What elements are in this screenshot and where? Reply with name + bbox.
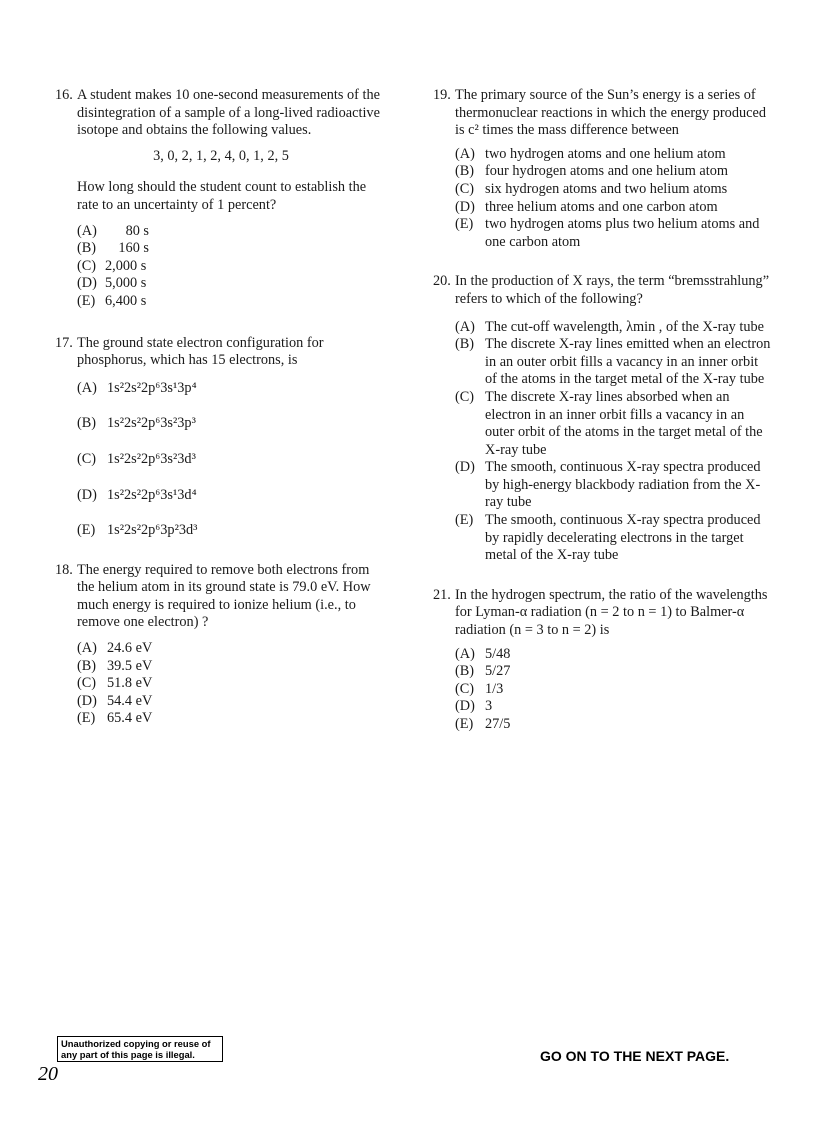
option-text: The discrete X-ray lines absorbed when an electron in an inner orbit fills a vacancy in an outer orbit of the atoms in the target metal of the X-ray tube [485,388,763,458]
option-text: 24.6 eV [107,640,153,657]
option-text: 51.8 eV [107,675,153,692]
answer-options [77,223,385,311]
answer-option[interactable] [77,293,385,311]
question-number: 20. [433,273,451,290]
answer-option[interactable] [455,216,773,251]
option-text: four hydrogen atoms and one helium atom [485,163,728,180]
option-letter: (A) [77,640,97,657]
question-stem: In the hydrogen spectrum, the ratio of the wavelengths for Lyman-α radiation (n = 2 to n = 1) to Balmer-α radiation (n = 3 to n = 2) is [455,586,768,639]
option-letter: (C) [455,388,475,405]
question-number: 19. [433,87,451,103]
option-letter: (A) [77,379,97,396]
measurement-values: 3, 0, 2, 1, 2, 4, 0, 1, 2, 5 [153,147,289,164]
option-text: 1s²2s²2p⁶3s¹3d⁴ [107,486,197,503]
option-text: The smooth, continuous X-ray spectra produced by rapidly decelerating electrons in the target metal of the X-ray tube [485,512,761,564]
answer-option[interactable] [455,146,773,164]
answer-option[interactable] [77,451,385,469]
answer-option[interactable] [77,275,385,293]
option-letter: (B) [455,663,475,680]
option-letter: (D) [77,275,97,292]
option-text: 1s²2s²2p⁶3p²3d³ [107,522,198,539]
answer-option[interactable] [455,459,773,512]
answer-option[interactable] [77,487,385,505]
option-letter: (B) [77,415,97,432]
option-text: six hydrogen atoms and two helium atoms [485,180,728,197]
question-19 [433,87,773,251]
question-prompt: How long should the student count to establish the rate to an uncertainty of 1 percent? [77,179,367,213]
answer-option[interactable] [77,380,385,398]
question-number: 18. [55,561,73,578]
answer-options [455,319,773,565]
answer-option[interactable] [77,640,385,658]
answer-option[interactable] [455,512,773,565]
answer-options [77,640,385,728]
question-number: 17. [55,334,73,351]
option-text: 5/27 [485,663,511,680]
question-stem: The energy required to remove both electrons from the helium atom in its ground state is 79.0 eV. How much energy is required to ionize helium (i.e., to remove one electron) ? [77,561,371,631]
answer-options [455,646,773,734]
answer-option[interactable] [77,710,385,728]
option-text: 27/5 [485,716,511,732]
option-letter: (B) [455,163,475,180]
option-letter: (C) [77,257,97,274]
answer-option[interactable] [455,663,773,681]
option-text: 65.4 eV [107,710,153,727]
option-letter: (C) [455,680,475,697]
option-letter: (E) [77,522,96,539]
question-17 [55,335,385,540]
question-stem: A student makes 10 one-second measurements of the disintegration of a sample of a long-lived radioactive isotope and obtains the following values. [77,87,380,139]
option-text: The cut-off wavelength, λmin , of the X-ray tube [485,318,765,335]
answer-option[interactable] [77,240,385,258]
option-text: two hydrogen atoms and one helium atom [485,145,726,162]
copyright-notice: Unauthorized copying or reuse of any part of this page is illegal. [57,1036,223,1062]
go-to-next-page-label: GO ON TO THE NEXT PAGE. [540,1048,730,1064]
answer-option[interactable] [455,646,773,664]
option-text: 3 [485,698,493,715]
option-text: The smooth, continuous X-ray spectra produced by high-energy blackbody radiation from the X-ray tube [485,459,761,511]
left-column [55,87,385,748]
answer-option[interactable] [455,181,773,199]
option-letter: (E) [455,216,474,233]
option-letter: (D) [455,698,475,715]
question-16 [55,87,385,311]
option-text: 54.4 eV [107,692,153,709]
question-number: 16. [55,87,73,103]
answer-options [77,380,385,540]
option-letter: (D) [77,486,97,503]
answer-option[interactable] [77,522,385,540]
right-column [433,87,773,754]
answer-option[interactable] [455,319,773,337]
option-letter: (B) [455,336,475,353]
answer-option[interactable] [77,693,385,711]
answer-option[interactable] [77,223,385,241]
option-letter: (D) [77,692,97,709]
option-text: 6,400 s [105,292,147,309]
option-text: 1/3 [485,680,504,697]
option-letter: (E) [455,512,474,529]
option-text: 1s²2s²2p⁶3s²3p³ [107,415,196,432]
option-letter: (E) [77,292,96,309]
option-letter: (B) [77,657,97,674]
question-20 [433,273,773,565]
option-letter: (E) [77,710,96,727]
question-21 [433,587,773,734]
option-text: 1s²2s²2p⁶3s²3d³ [107,450,196,467]
option-text: 5,000 s [105,275,147,292]
answer-options [455,146,773,252]
option-text: three helium atoms and one carbon atom [485,198,718,215]
option-text: 2,000 s [105,257,147,274]
answer-option[interactable] [455,681,773,699]
option-letter: (A) [455,318,475,335]
question-stem: In the production of X rays, the term “bremsstrahlung” refers to which of the following? [455,273,770,307]
answer-option[interactable] [455,389,773,459]
answer-option[interactable] [455,336,773,389]
option-text: two hydrogen atoms plus two helium atoms and one carbon atom [485,216,760,250]
answer-option[interactable] [455,698,773,716]
option-letter: (C) [77,450,97,467]
page-number: 20 [38,1063,58,1085]
question-stem: The primary source of the Sun’s energy is a series of thermonuclear reactions in which the energy produced is c² times the mass difference between [455,87,766,139]
answer-option[interactable] [455,199,773,217]
answer-option[interactable] [77,258,385,276]
option-text: 1s²2s²2p⁶3s¹3p⁴ [107,379,197,396]
option-letter: (E) [455,716,474,732]
option-text: The discrete X-ray lines emitted when an electron in an outer orbit fills a vacancy in an inner orbit of the atoms in the target metal of the X-ray tube [485,336,771,388]
option-text: 80 s [125,222,149,239]
option-letter: (A) [77,222,97,239]
option-letter: (A) [455,145,475,162]
option-text: 39.5 eV [107,657,153,674]
option-letter: (C) [77,675,97,692]
question-stem: The ground state electron configuration for phosphorus, which has 15 electrons, is [77,334,324,369]
answer-option[interactable] [77,415,385,433]
answer-option[interactable] [77,675,385,693]
answer-option[interactable] [455,716,773,734]
option-letter: (D) [455,459,475,476]
option-letter: (D) [455,198,475,215]
option-letter: (C) [455,180,475,197]
option-text: 160 s [118,240,149,257]
option-letter: (A) [455,645,475,662]
option-letter: (B) [77,240,97,257]
question-18 [55,562,385,728]
answer-option[interactable] [77,658,385,676]
question-number: 21. [433,586,451,603]
answer-option[interactable] [455,163,773,181]
option-text: 5/48 [485,645,511,662]
